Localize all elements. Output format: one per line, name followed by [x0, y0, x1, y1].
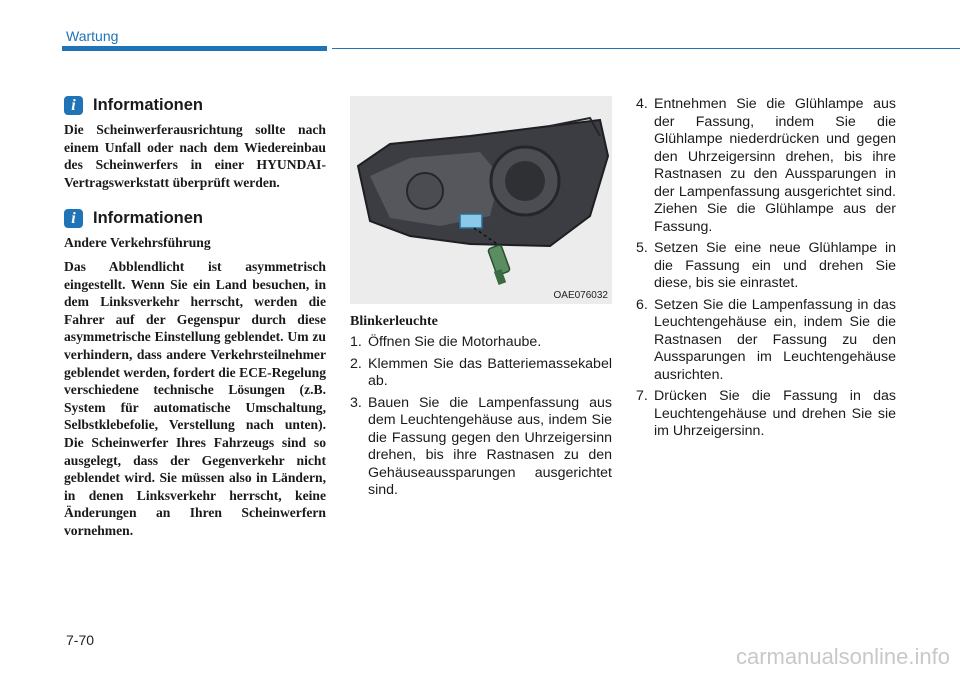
info-box-1-title: Informationen	[93, 96, 203, 114]
info-box-2-title: Informationen	[93, 209, 203, 228]
column-left	[64, 96, 326, 539]
step-item: 5. Setzen Sie eine neue Glühlampe in die Fassung ein und drehen Sie diese, bis sie einrastet.	[636, 240, 896, 291]
header-rule-thin	[332, 48, 960, 49]
blinker-heading: Blinkerleuchte	[350, 314, 438, 329]
step-item: 3. Bauen Sie die Lampenfassung aus dem Leuchtengehäuse aus, indem Sie die Fassung gegen den Uhrzeigersinn drehen, bis ihre Rastnasen zu den Gehäuseaussparungen ausgerichtet sind.	[350, 394, 612, 498]
step-item: 7. Drücken Sie die Fassung in das Leuchtengehäuse und drehen Sie sie im Uhrzeigersinn.	[636, 388, 896, 439]
watermark: carmanualsonline.info	[735, 644, 950, 669]
info-box-1-text: Die Scheinwerferausrichtung sollte nach einem Unfall oder nach dem Wiedereinbau des Scheinwerfers in einer HYUNDAI-Vertragswerkstatt überprüft werden.	[64, 122, 326, 190]
column-middle	[350, 96, 612, 504]
steps-list-a	[350, 334, 612, 500]
step-item: 1. Öffnen Sie die Motorhaube.	[350, 334, 542, 350]
info-box-2-subtitle: Andere Verkehrsführung	[64, 235, 211, 251]
headlamp-illustration	[350, 96, 612, 304]
steps-list-b	[636, 96, 896, 441]
info-box-2-header	[64, 209, 326, 228]
step-item: 4. Entnehmen Sie die Glühlampe aus der Fassung, indem Sie die Glühlampe niederdrücken und gegen den Uhrzeigersinn drehen, bis ihre Rastnasen zu den Aussparungen in der Lampenfassung ausgerichtet sind. Ziehen Sie die Glühlampe aus der Fassung.	[636, 96, 896, 235]
info-icon: i	[64, 209, 83, 228]
section-title: Wartung	[66, 28, 119, 44]
step-item: 6. Setzen Sie die Lampenfassung in das Leuchtengehäuse ein, indem Sie die Rastnasen der Fassung zu den Aussparungen im Leuchtengehäuse ausrichten.	[636, 296, 896, 383]
info-box-2-text: Das Abblendlicht ist asymmetrisch eingestellt. Wenn Sie ein Land besuchen, in dem Linksverkehr herrscht, werden die Fahrer auf der Gegenspur durch diese asymmetrische Einstellung geblendet. Um zu verhindern, dass andere Verkehrsteilnehmer geblendet werden, fordert die ECE-Regelung verschiedene technische Lösungen (z.B. System für automatische Umschaltung, Selbstklebefolie, Verstellung nach unten). Die Scheinwerfer Ihres Fahrzeugs sind so ausgelegt, dass der Gegenverkehr nicht geblendet wird. Sie müssen also in Ländern, in denen Linksverkehr herrscht, keine Änderungen an Ihren Scheinwerfern vornehmen.	[64, 258, 326, 538]
column-right	[636, 96, 896, 445]
header-rule-thick	[62, 46, 327, 51]
headlamp-drawing	[350, 96, 612, 304]
page-number: 7-70	[66, 632, 95, 648]
info-icon: i	[64, 96, 83, 115]
step-item: 2. Klemmen Sie das Batteriemassekabel ab.	[350, 355, 612, 389]
figure-code: OAE076032	[553, 290, 608, 301]
info-box-1-header	[64, 96, 326, 115]
